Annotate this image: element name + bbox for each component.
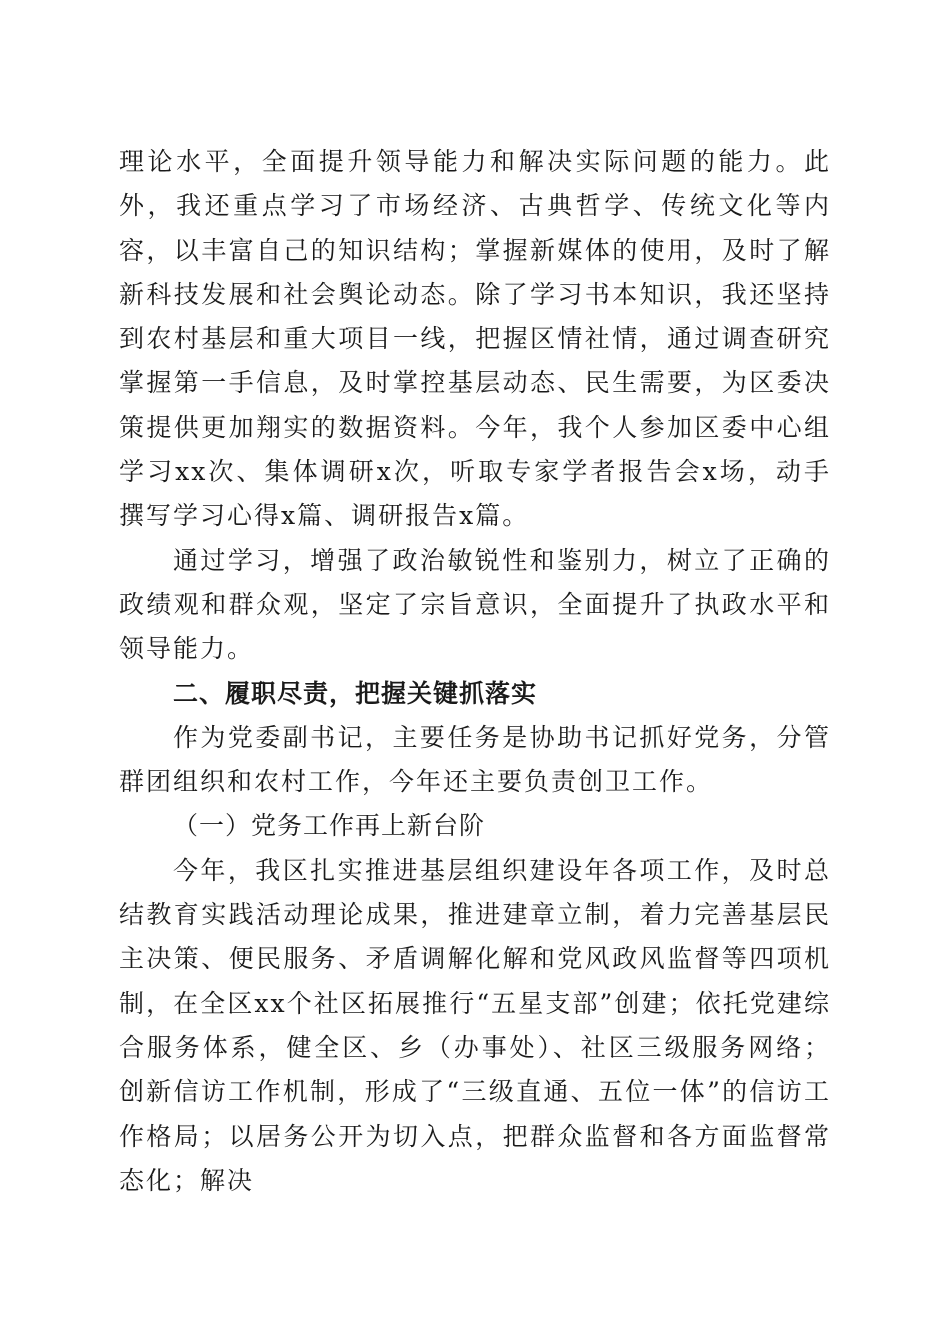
paragraph-duties: 作为党委副书记，主要任务是协助书记抓好党务，分管群团组织和农村工作，今年还主要负责创卫工作。: [119, 722, 831, 797]
section-heading-2: 二、履职尽责，把握关键抓落实: [173, 678, 538, 708]
subsection-heading-1: （一）党务工作再上新台阶: [173, 811, 486, 841]
document-body: [119, 140, 831, 1203]
paragraph-study-outcome: 通过学习，增强了政治敏锐性和鉴别力，树立了正确的政绩观和群众观，坚定了宗旨意识，全面提升了执政水平和领导能力。: [119, 545, 831, 664]
paragraph-study-summary: 理论水平，全面提升领导能力和解决实际问题的能力。此外，我还重点学习了市场经济、古典哲学、传统文化等内容，以丰富自己的知识结构；掌握新媒体的使用，及时了解新科技发展和社会舆论动态。除了学习书本知识，我还坚持到农村基层和重大项目一线，把握区情社情，通过调查研究掌握第一手信息，及时掌控基层动态、民生需要，为区委决策提供更加翔实的数据资料。今年，我个人参加区委中心组学习xx次、集体调研x次，听取专家学者报告会x场，动手撰写学习心得x篇、调研报告x篇。: [119, 147, 831, 531]
paragraph-party-work: 今年，我区扎实推进基层组织建设年各项工作，及时总结教育实践活动理论成果，推进建章立制，着力完善基层民主决策、便民服务、矛盾调解化解和党风政风监督等四项机制，在全区xx个社区拓展推行“五星支部”创建；依托党建综合服务体系，健全区、乡（办事处）、社区三级服务网络；创新信访工作机制，形成了“三级直通、五位一体”的信访工作格局；以居务公开为切入点，把群众监督和各方面监督常态化；解决: [119, 855, 831, 1195]
